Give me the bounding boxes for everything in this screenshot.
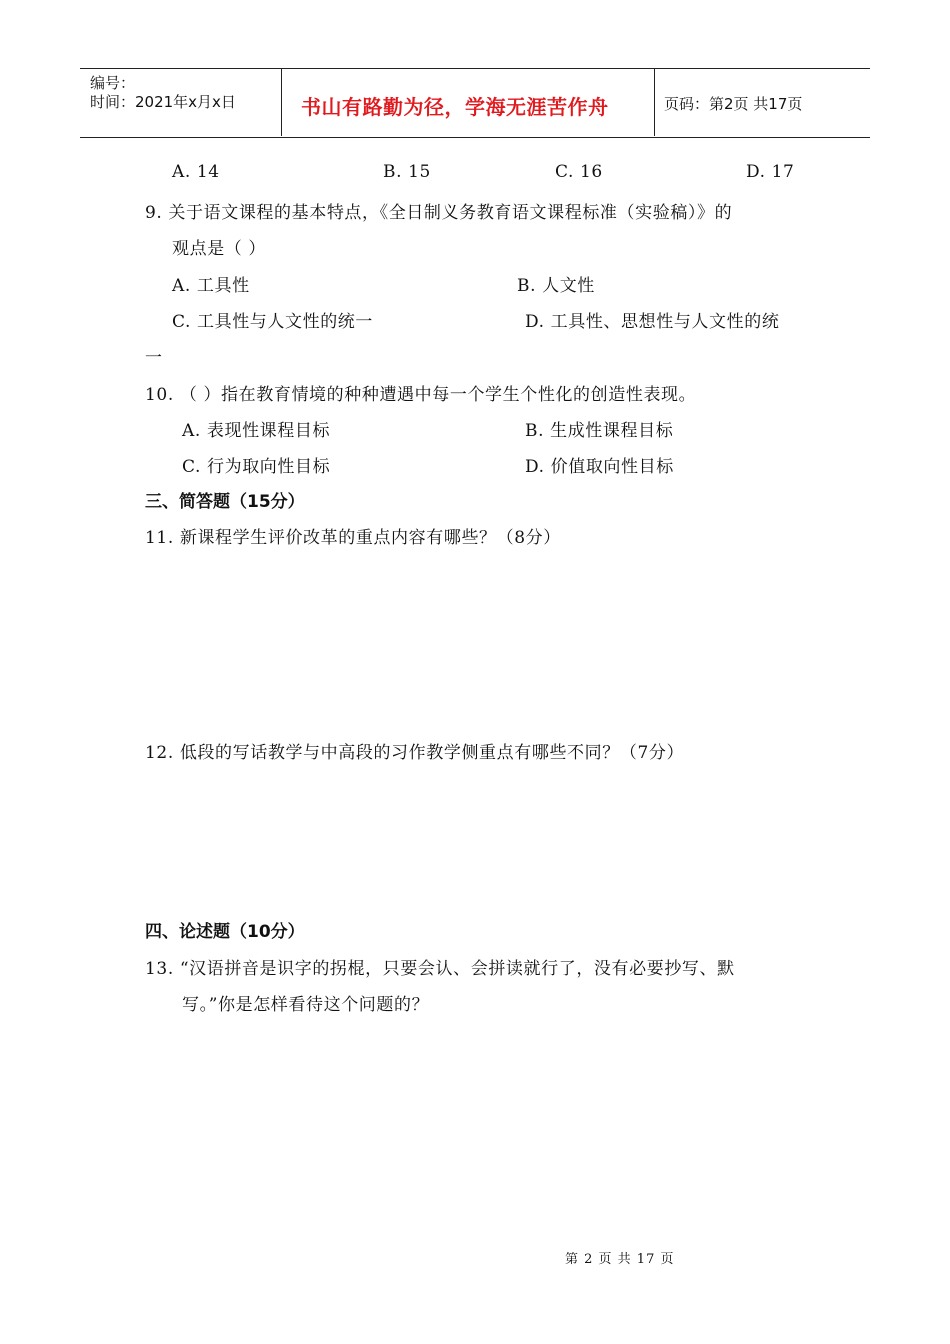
q12-stem: 12. 低段的写话教学与中高段的习作教学侧重点有哪些不同？（7分） bbox=[145, 743, 685, 763]
q9-stem-line1: 9. 关于语文课程的基本特点，《全日制义务教育语文课程标准（实验稿）》的 bbox=[145, 203, 733, 223]
section4-title: 四、论述题（10分） bbox=[145, 922, 305, 942]
q10-option-c: C. 行为取向性目标 bbox=[182, 457, 331, 477]
q9-stem-line2: 观点是（ ） bbox=[172, 239, 267, 259]
q8-option-d: D. 17 bbox=[746, 162, 795, 182]
header-divider-right bbox=[654, 68, 655, 136]
page-info: 页码：第2页 共17页 bbox=[664, 95, 803, 113]
date-label: 时间：2021年x月x日 bbox=[90, 93, 236, 111]
q8-option-c: C. 16 bbox=[555, 162, 603, 182]
motto: 书山有路勤为径，学海无涯苦作舟 bbox=[301, 95, 609, 119]
q13-stem-line2: 写。”你是怎样看待这个问题的？ bbox=[182, 995, 430, 1015]
q10-option-b: B. 生成性课程目标 bbox=[525, 421, 674, 441]
q8-option-b: B. 15 bbox=[383, 162, 431, 182]
q9-option-c: C. 工具性与人文性的统一 bbox=[172, 312, 374, 332]
q11-stem: 11. 新课程学生评价改革的重点内容有哪些？（8分） bbox=[145, 528, 561, 548]
q9-option-d-overflow: 一 bbox=[145, 348, 163, 368]
page-footer: 第 2 页 共 17 页 bbox=[565, 1252, 675, 1267]
q9-option-b: B. 人文性 bbox=[517, 276, 595, 296]
q8-option-a: A. 14 bbox=[172, 162, 220, 182]
header-divider-left bbox=[281, 68, 282, 136]
q10-option-d: D. 价值取向性目标 bbox=[525, 457, 674, 477]
q9-option-d: D. 工具性、思想性与人文性的统 bbox=[525, 312, 780, 332]
section3-title: 三、简答题（15分） bbox=[145, 492, 305, 512]
q9-option-a: A. 工具性 bbox=[172, 276, 250, 296]
q13-stem-line1: 13. “汉语拼音是识字的拐棍，只要会认、会拼读就行了，没有必要抄写、默 bbox=[145, 959, 735, 979]
q10-option-a: A. 表现性课程目标 bbox=[182, 421, 331, 441]
q10-stem: 10. （ ）指在教育情境的种种遭遇中每一个学生个性化的创造性表现。 bbox=[145, 385, 697, 405]
serial-label: 编号： bbox=[90, 74, 136, 92]
